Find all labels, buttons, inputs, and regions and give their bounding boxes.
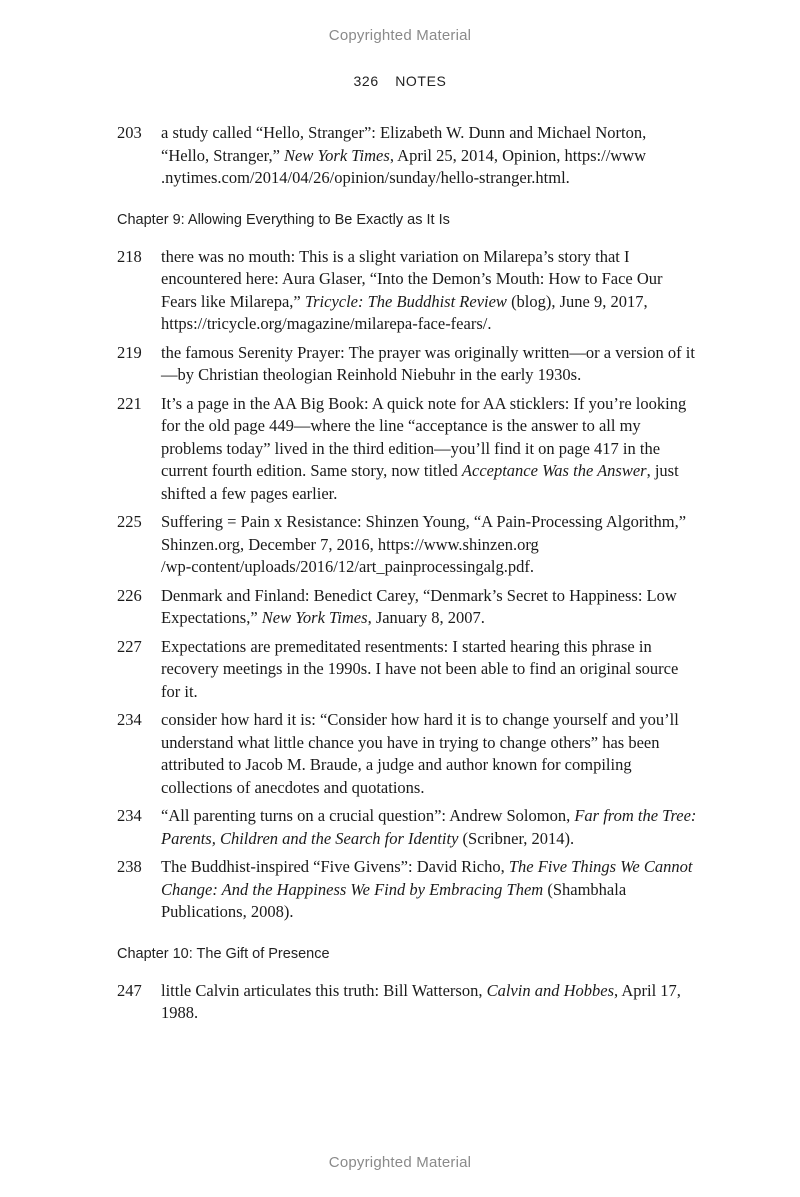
note-text: It’s a page in the AA Big Book: A quick note for AA sticklers: If you’re looking for the old page 449—where the line “acceptance is the answer to all my problems today” lived in the third edition—you’ll find it on page 417 in the current fourth edition. Same story, now titled Acceptance Was the Answer, just shifted a few pages earlier.	[161, 393, 687, 503]
notes-content	[117, 122, 697, 1031]
note-page: 219	[117, 342, 142, 362]
note-entry	[117, 805, 697, 850]
note-page: 221	[117, 393, 142, 413]
note-entry	[117, 709, 697, 799]
chapter-heading: Chapter 10: The Gift of Presence	[117, 945, 330, 962]
note-text: Suffering = Pain x Resistance: Shinzen Young, “A Pain-Processing Algorithm,” Shinzen.org, December 7, 2016, https://www.shinzen.org /wp-content/uploads/2016/12/art_painprocessingalg.pdf.	[161, 512, 687, 576]
note-page: 218	[117, 246, 142, 266]
note-text: Denmark and Finland: Benedict Carey, “Denmark’s Secret to Happiness: Low Expectations,” New York Times, January 8, 2007.	[161, 585, 677, 627]
note-entry	[117, 122, 697, 190]
note-page: 234	[117, 710, 142, 729]
note-text: “All parenting turns on a crucial question”: Andrew Solomon, Far from the Tree: Parents, Children and the Search for Identity (Scribner, 2014).	[161, 806, 697, 848]
note-page: 225	[117, 512, 142, 531]
note-text: consider how hard it is: “Consider how hard it is to change yourself and you’ll understand what little chance you have in trying to change others” has been attributed to Jacob M. Braude, a judge and author known for compiling collections of anecdotes and quotations.	[161, 710, 679, 797]
watermark-top: Copyrighted Material	[328, 27, 472, 44]
note-entry	[117, 585, 697, 630]
note-entry	[117, 636, 697, 704]
note-page: 247	[117, 980, 142, 1000]
page-number: 326	[353, 73, 379, 89]
note-entry	[117, 393, 697, 506]
note-entry	[117, 342, 697, 387]
note-text: little Calvin articulates this truth: Bill Watterson, Calvin and Hobbes, April 17, 1988.	[161, 980, 681, 1022]
section-title: NOTES	[395, 73, 447, 89]
note-page: 226	[117, 585, 142, 605]
note-page: 203	[117, 123, 142, 142]
note-page: 227	[117, 636, 142, 656]
note-text: a study called “Hello, Stranger”: Elizabeth W. Dunn and Michael Norton, “Hello, Stranger,” New York Times, April 25, 2014, Opinion, https://www .nytimes.com/2014/04/26/opinion/sunday/hello-stranger.html.	[161, 123, 647, 187]
running-head	[0, 73, 800, 89]
note-text: The Buddhist-inspired “Five Givens”: David Richo, The Five Things We Cannot Change: And the Happiness We Find by Embracing Them (Shambhala Publications, 2008).	[161, 857, 693, 921]
note-page: 238	[117, 857, 142, 876]
note-entry	[117, 980, 697, 1025]
watermark-bottom: Copyrighted Material	[328, 1154, 472, 1171]
note-entry	[117, 856, 697, 924]
note-text: there was no mouth: This is a slight variation on Milarepa’s story that I encountered here: Aura Glaser, “Into the Demon’s Mouth: How to Face Our Fears like Milarepa,” Tricycle: The Buddhist Review (blog), June 9, 2017, https://tricycle.org/magazine/milarepa-face-fears/.	[161, 246, 663, 333]
note-entry	[117, 511, 697, 579]
chapter-heading: Chapter 9: Allowing Everything to Be Exactly as It Is	[117, 211, 450, 228]
chapters	[117, 212, 697, 1025]
note-text: the famous Serenity Prayer: The prayer was originally written—or a version of it—by Christian theologian Reinhold Niebuhr in the early 1930s.	[161, 342, 695, 384]
note-page: 234	[117, 806, 142, 825]
note-entry	[117, 246, 697, 336]
note-text: Expectations are premeditated resentments: I started hearing this phrase in recovery meetings in the 1990s. I have not been able to find an original source for it.	[161, 636, 679, 701]
